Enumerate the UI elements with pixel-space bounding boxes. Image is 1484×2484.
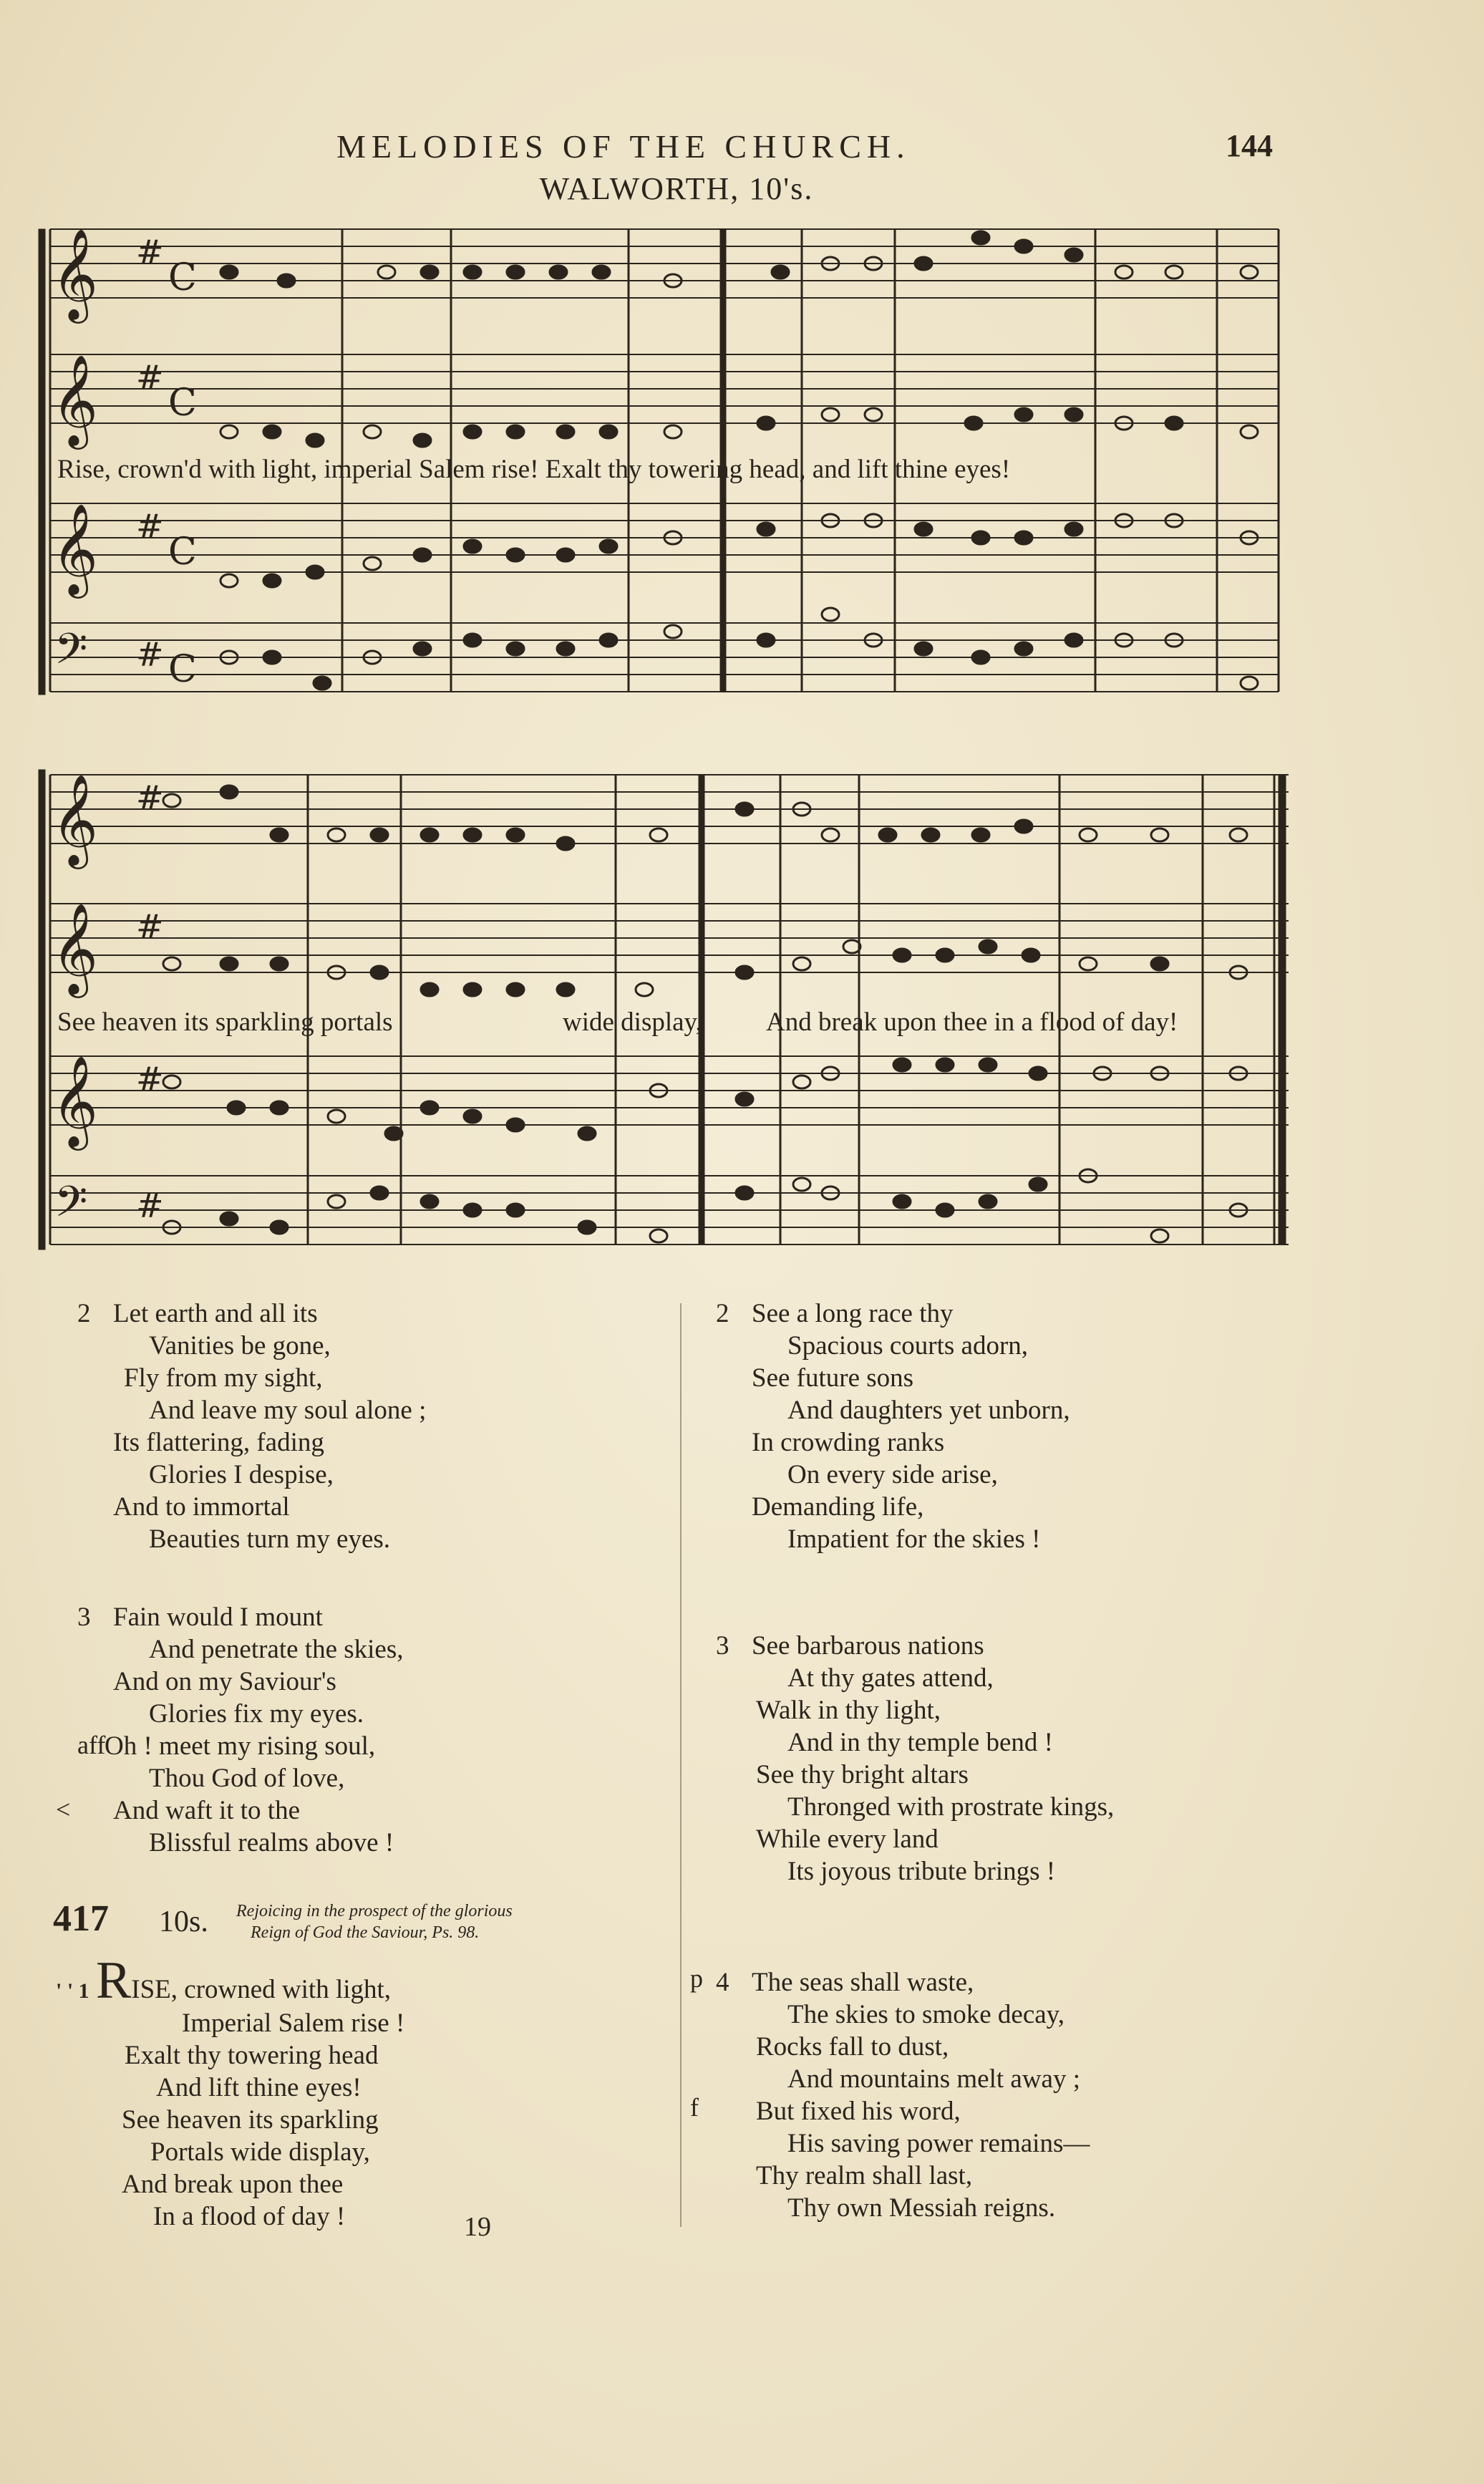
left-verse-2	[77, 1297, 426, 1555]
verse-line: Spacious courts adorn,	[787, 1331, 1029, 1361]
verse-line: And in thy temple bend !	[787, 1728, 1053, 1757]
dynamic-mark-f: f	[690, 2093, 699, 2122]
treble-clef-s1c: 𝄞	[52, 503, 99, 594]
verse-line: ' ' 1 RISE, crowned with light,	[56, 1951, 392, 2010]
verse-line: And on my Saviour's	[113, 1667, 336, 1696]
verse-line: 2 Let earth and all its	[77, 1299, 318, 1328]
svg-text:#: #	[136, 778, 164, 817]
column-divider	[680, 1303, 682, 2227]
hymn-subject: Rejoicing in the prospect of the glorious Reign of God the Saviour, Ps. 98.	[236, 1902, 513, 1942]
verse-line: But fixed his word,	[756, 2097, 961, 2126]
verse-line: Walk in thy light,	[756, 1696, 941, 1725]
svg-text:C: C	[168, 648, 197, 691]
svg-text:C: C	[168, 256, 197, 299]
verse-line: 3 Fain would I mount	[77, 1603, 323, 1632]
page-number: 144	[1226, 128, 1273, 163]
verse-line: 3 See barbarous nations	[716, 1631, 984, 1661]
dynamic-mark-p: p	[690, 1964, 703, 1993]
svg-text:#: #	[136, 1060, 164, 1098]
tune-title: WALWORTH, 10's.	[539, 171, 814, 206]
verse-line: And daughters yet unborn,	[787, 1396, 1070, 1425]
staff-s2-treble	[50, 775, 1289, 844]
bass-clef-s1: 𝄢	[54, 624, 88, 684]
right-verse-2	[716, 1297, 1070, 1555]
verse-line: Portals wide display,	[150, 2137, 370, 2167]
verse-line: Thy own Messiah reigns.	[787, 2193, 1056, 2223]
svg-text:#: #	[136, 233, 164, 271]
treble-clef-s2a: 𝄞	[52, 773, 99, 865]
verse-line: Thou God of love,	[149, 1764, 345, 1793]
verse-line: 4 The seas shall waste,	[716, 1968, 974, 1997]
svg-text:#: #	[136, 358, 164, 397]
right-verse-4	[716, 1966, 1090, 2224]
verse-line: In a flood of day !	[153, 2202, 346, 2231]
music-lyric-system2-a: See heaven its sparkling portals	[57, 1007, 393, 1037]
verse-line: 2 See a long race thy	[716, 1299, 954, 1328]
hymn-number: 417	[53, 1898, 109, 1939]
right-verse-3	[716, 1630, 1114, 1888]
verse-line: Vanities be gone,	[149, 1331, 331, 1361]
verse-line: Its flattering, fading	[113, 1428, 324, 1457]
verse-line: And penetrate the skies,	[149, 1635, 404, 1664]
verse-line: On every side arise,	[787, 1460, 998, 1489]
music-lyric-system2-c: And break upon thee in a flood of day!	[766, 1007, 1178, 1037]
hymn-meter: 10s.	[159, 1905, 208, 1938]
svg-text:#: #	[136, 907, 164, 946]
svg-text:C: C	[168, 382, 197, 425]
dynamic-mark-diminuendo: <	[56, 1795, 71, 1824]
treble-clef-s2b: 𝄞	[52, 902, 99, 994]
verse-line: Oh ! meet my rising soul,	[105, 1731, 376, 1761]
verse-line: Exalt thy towering head	[125, 2041, 379, 2070]
dynamic-mark-aff: aff	[77, 1731, 106, 1759]
verse-line: Its joyous tribute brings !	[787, 1857, 1056, 1886]
verse-line: Thronged with prostrate kings,	[787, 1792, 1115, 1822]
verse-line: Glories fix my eyes.	[149, 1699, 364, 1729]
verse-line: And break upon thee	[122, 2170, 344, 2199]
verse-line: Demanding life,	[752, 1492, 924, 1522]
system1-bracket	[39, 229, 45, 695]
svg-text:C: C	[168, 531, 197, 574]
verse-line: And mountains melt away ;	[787, 2064, 1080, 2094]
verse-line: See future sons	[752, 1363, 914, 1393]
verse-line: While every land	[756, 1825, 939, 1854]
music-lyric-system2-b: wide display,	[563, 1007, 702, 1037]
music-lyric-system1: Rise, crown'd with light, imperial Salem rise! Exalt thy towering head, and lift thine eyes!	[57, 455, 1011, 484]
verse-line: And waft it to the	[113, 1796, 301, 1825]
svg-text:#: #	[136, 507, 164, 546]
dynamic-mark: ' ' 1	[56, 1979, 89, 2003]
hymn-417-verse-1	[56, 1951, 405, 2233]
treble-clef-s1b: 𝄞	[52, 354, 99, 445]
verse-line: In crowding ranks	[752, 1428, 945, 1457]
verse-line: And leave my soul alone ;	[149, 1396, 427, 1425]
running-header: MELODIES OF THE CHURCH.	[336, 128, 911, 165]
verse-line: Fly from my sight,	[124, 1363, 323, 1393]
bass-clef-s2: 𝄢	[54, 1176, 88, 1237]
verse-line: Blissful realms above !	[149, 1828, 394, 1857]
verse-line: His saving power remains—	[787, 2129, 1090, 2158]
left-verse-3	[77, 1601, 404, 1859]
verse-line: See thy bright altars	[756, 1760, 969, 1789]
verse-line: Rocks fall to dust,	[756, 2032, 949, 2062]
staff-s2-bass	[50, 1176, 1289, 1245]
verse-line: And lift thine eyes!	[156, 2073, 362, 2102]
verse-line: Imperial Salem rise !	[182, 2009, 405, 2038]
treble-clef-s2c: 𝄞	[52, 1055, 99, 1146]
svg-text:#: #	[136, 635, 164, 674]
verse-line: Impatient for the skies !	[787, 1524, 1041, 1554]
verse-line: The skies to smoke decay,	[787, 2000, 1065, 2029]
system2-bracket	[39, 770, 45, 1250]
treble-clef-s1a: 𝄞	[52, 228, 99, 319]
verse-line: See heaven its sparkling	[122, 2105, 379, 2135]
drop-cap: R	[95, 1951, 132, 2010]
svg-text:#: #	[136, 1187, 164, 1225]
verse-line: Glories I despise,	[149, 1460, 334, 1489]
verse-line: And to immortal	[113, 1492, 290, 1522]
signature-mark: 19	[464, 2212, 491, 2242]
verse-line: At thy gates attend,	[787, 1663, 994, 1693]
verse-line: Beauties turn my eyes.	[149, 1524, 391, 1554]
verse-line: Thy realm shall last,	[756, 2161, 973, 2190]
